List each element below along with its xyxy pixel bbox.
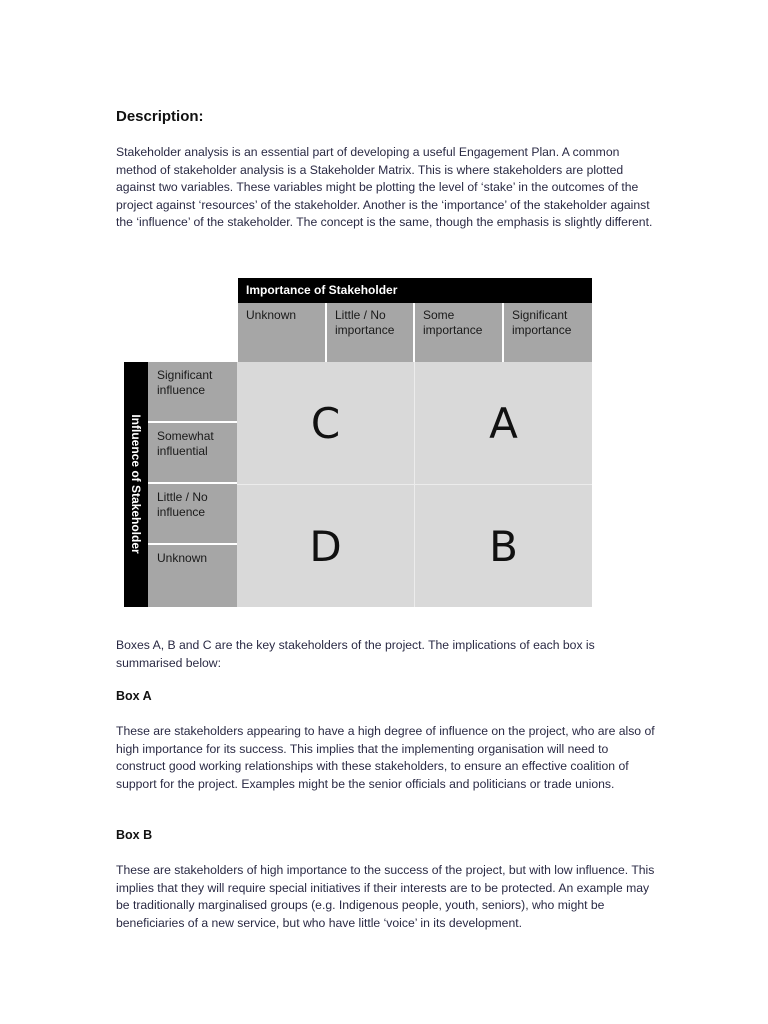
influence-label: Influence of Stakeholder <box>129 414 143 554</box>
description-heading: Description: <box>116 108 204 125</box>
row-header-significant-influence: Significant influence <box>148 362 237 423</box>
box-b-heading: Box B <box>116 828 153 842</box>
column-header-little-importance: Little / No importance <box>327 303 415 362</box>
box-b: B <box>415 485 592 607</box>
box-a-paragraph: These are stakeholders appearing to have a high degree of influence on the project, who are also of high importance for its success. This implies that the implementing organisation will need to construct good working relationships with these stakeholders, to ensure an effective coalition of support for the project. Examples might be the senior officials and politicians or trade unions. <box>116 724 655 791</box>
box-c: C <box>237 362 415 485</box>
intro-paragraph: Stakeholder analysis is an essential part of developing a useful Engagement Plan. A common method of stakeholder analysis is a Stakeholder Matrix. This is where stakeholders are plotted against two variables. These variables might be plotting the level of ‘stake’ in the outcomes of the project against ‘resources’ of the stakeholder. Another is the ‘importance’ of the stakeholder against the ‘influence’ of the stakeholder. The concept is the same, though the emphasis is slightly different. <box>116 145 653 230</box>
box-b-paragraph: These are stakeholders of high importance to the success of the project, but with low influence. This implies that they will require special initiatives if their interests are to be protected. An example may be traditionally marginalised groups (e.g. Indigenous people, youth, seniors), who might be beneficiaries of a new service, but who have little ‘voice’ in its development. <box>116 863 655 930</box>
column-header-unknown: Unknown <box>238 303 327 362</box>
importance-header: Importance of Stakeholder <box>238 278 592 303</box>
row-header-somewhat-influential: Somewhat influential <box>148 423 237 484</box>
stakeholder-matrix <box>124 278 592 607</box>
box-a-heading: Box A <box>116 689 152 703</box>
box-d: D <box>237 485 415 607</box>
summary-paragraph: Boxes A, B and C are the key stakeholders of the project. The implications of each box is summarised below: <box>116 638 595 670</box>
influence-side-bar <box>124 362 148 607</box>
row-header-little-influence: Little / No influence <box>148 484 237 545</box>
row-header-unknown: Unknown <box>148 545 237 607</box>
column-header-some-importance: Some importance <box>415 303 504 362</box>
column-header-significant-importance: Significant importance <box>504 303 592 362</box>
box-a: A <box>415 362 592 485</box>
